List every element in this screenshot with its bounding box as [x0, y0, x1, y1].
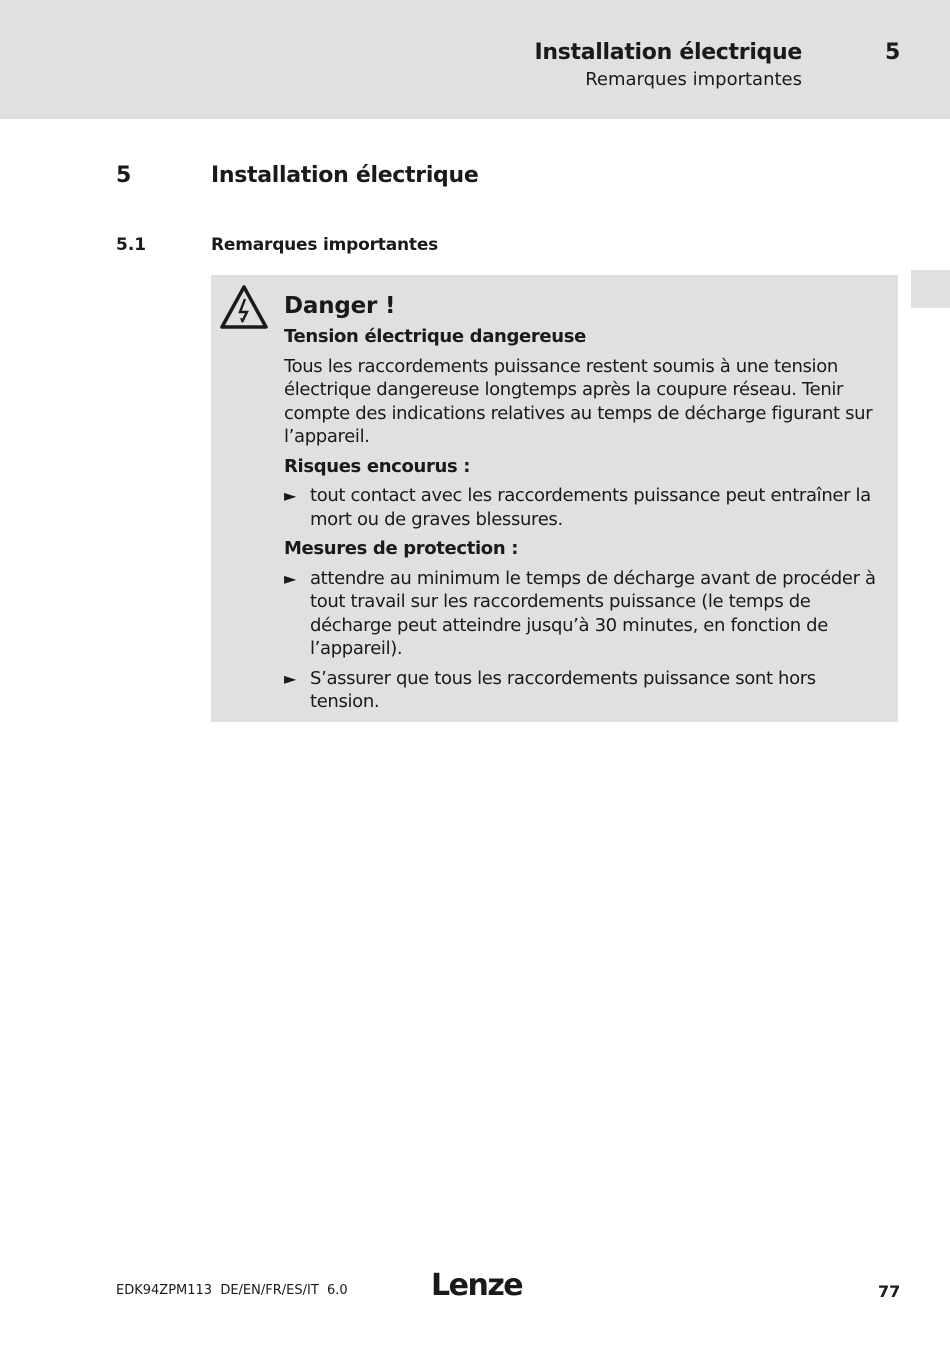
- header-chapter-number: 5: [885, 40, 901, 65]
- subsection-title: Remarques importantes: [211, 235, 439, 255]
- list-item: [284, 567, 884, 661]
- bullet-arrow-icon: ►: [284, 668, 296, 688]
- section-number: 5: [116, 163, 132, 188]
- danger-content: [284, 291, 884, 720]
- section-title: Installation électrique: [211, 163, 479, 188]
- risk-text: tout contact avec les raccordements puissance peut entraîner la mort ou de graves blessures.: [310, 485, 871, 530]
- measures-list: [284, 567, 884, 714]
- lenze-logo: Lenze: [431, 1268, 523, 1303]
- list-item: [284, 484, 884, 531]
- measure-text: S’assurer que tous les raccordements puissance sont hors tension.: [310, 667, 816, 712]
- risks-heading: Risques encourus :: [284, 455, 471, 477]
- measure-text: attendre au minimum le temps de décharge avant de procéder à tout travail sur les raccordements puissance (le temps de décharge peut atteindre jusqu’à 30 minutes, en fonction de l’appareil).: [310, 567, 876, 659]
- bullet-arrow-icon: ►: [284, 568, 296, 588]
- measures-heading: Mesures de protection :: [284, 538, 519, 559]
- danger-title: Danger !: [284, 293, 396, 319]
- danger-notice: [211, 275, 898, 722]
- footer-doc-code: EDK94ZPM113 DE/EN/FR/ES/IT 6.0: [116, 1283, 348, 1298]
- list-item: [284, 667, 884, 714]
- bullet-arrow-icon: ►: [284, 486, 296, 505]
- subsection-number: 5.1: [116, 235, 147, 255]
- page-number: 77: [878, 1282, 901, 1301]
- page-header: [0, 0, 950, 119]
- danger-subtitle: Tension électrique dangereuse: [284, 326, 586, 347]
- electrical-hazard-warning-icon: [219, 284, 269, 330]
- danger-description: Tous les raccordements puissance restent soumis à une tension électrique dangereuse longtemps après la coupure réseau. Tenir compte des indications relatives au temps de décharge figurant sur l’appareil.: [284, 355, 873, 447]
- risks-list: [284, 484, 884, 531]
- header-subtitle: Remarques importantes: [585, 69, 802, 90]
- chapter-side-tab: [911, 270, 950, 308]
- header-title: Installation électrique: [534, 40, 802, 65]
